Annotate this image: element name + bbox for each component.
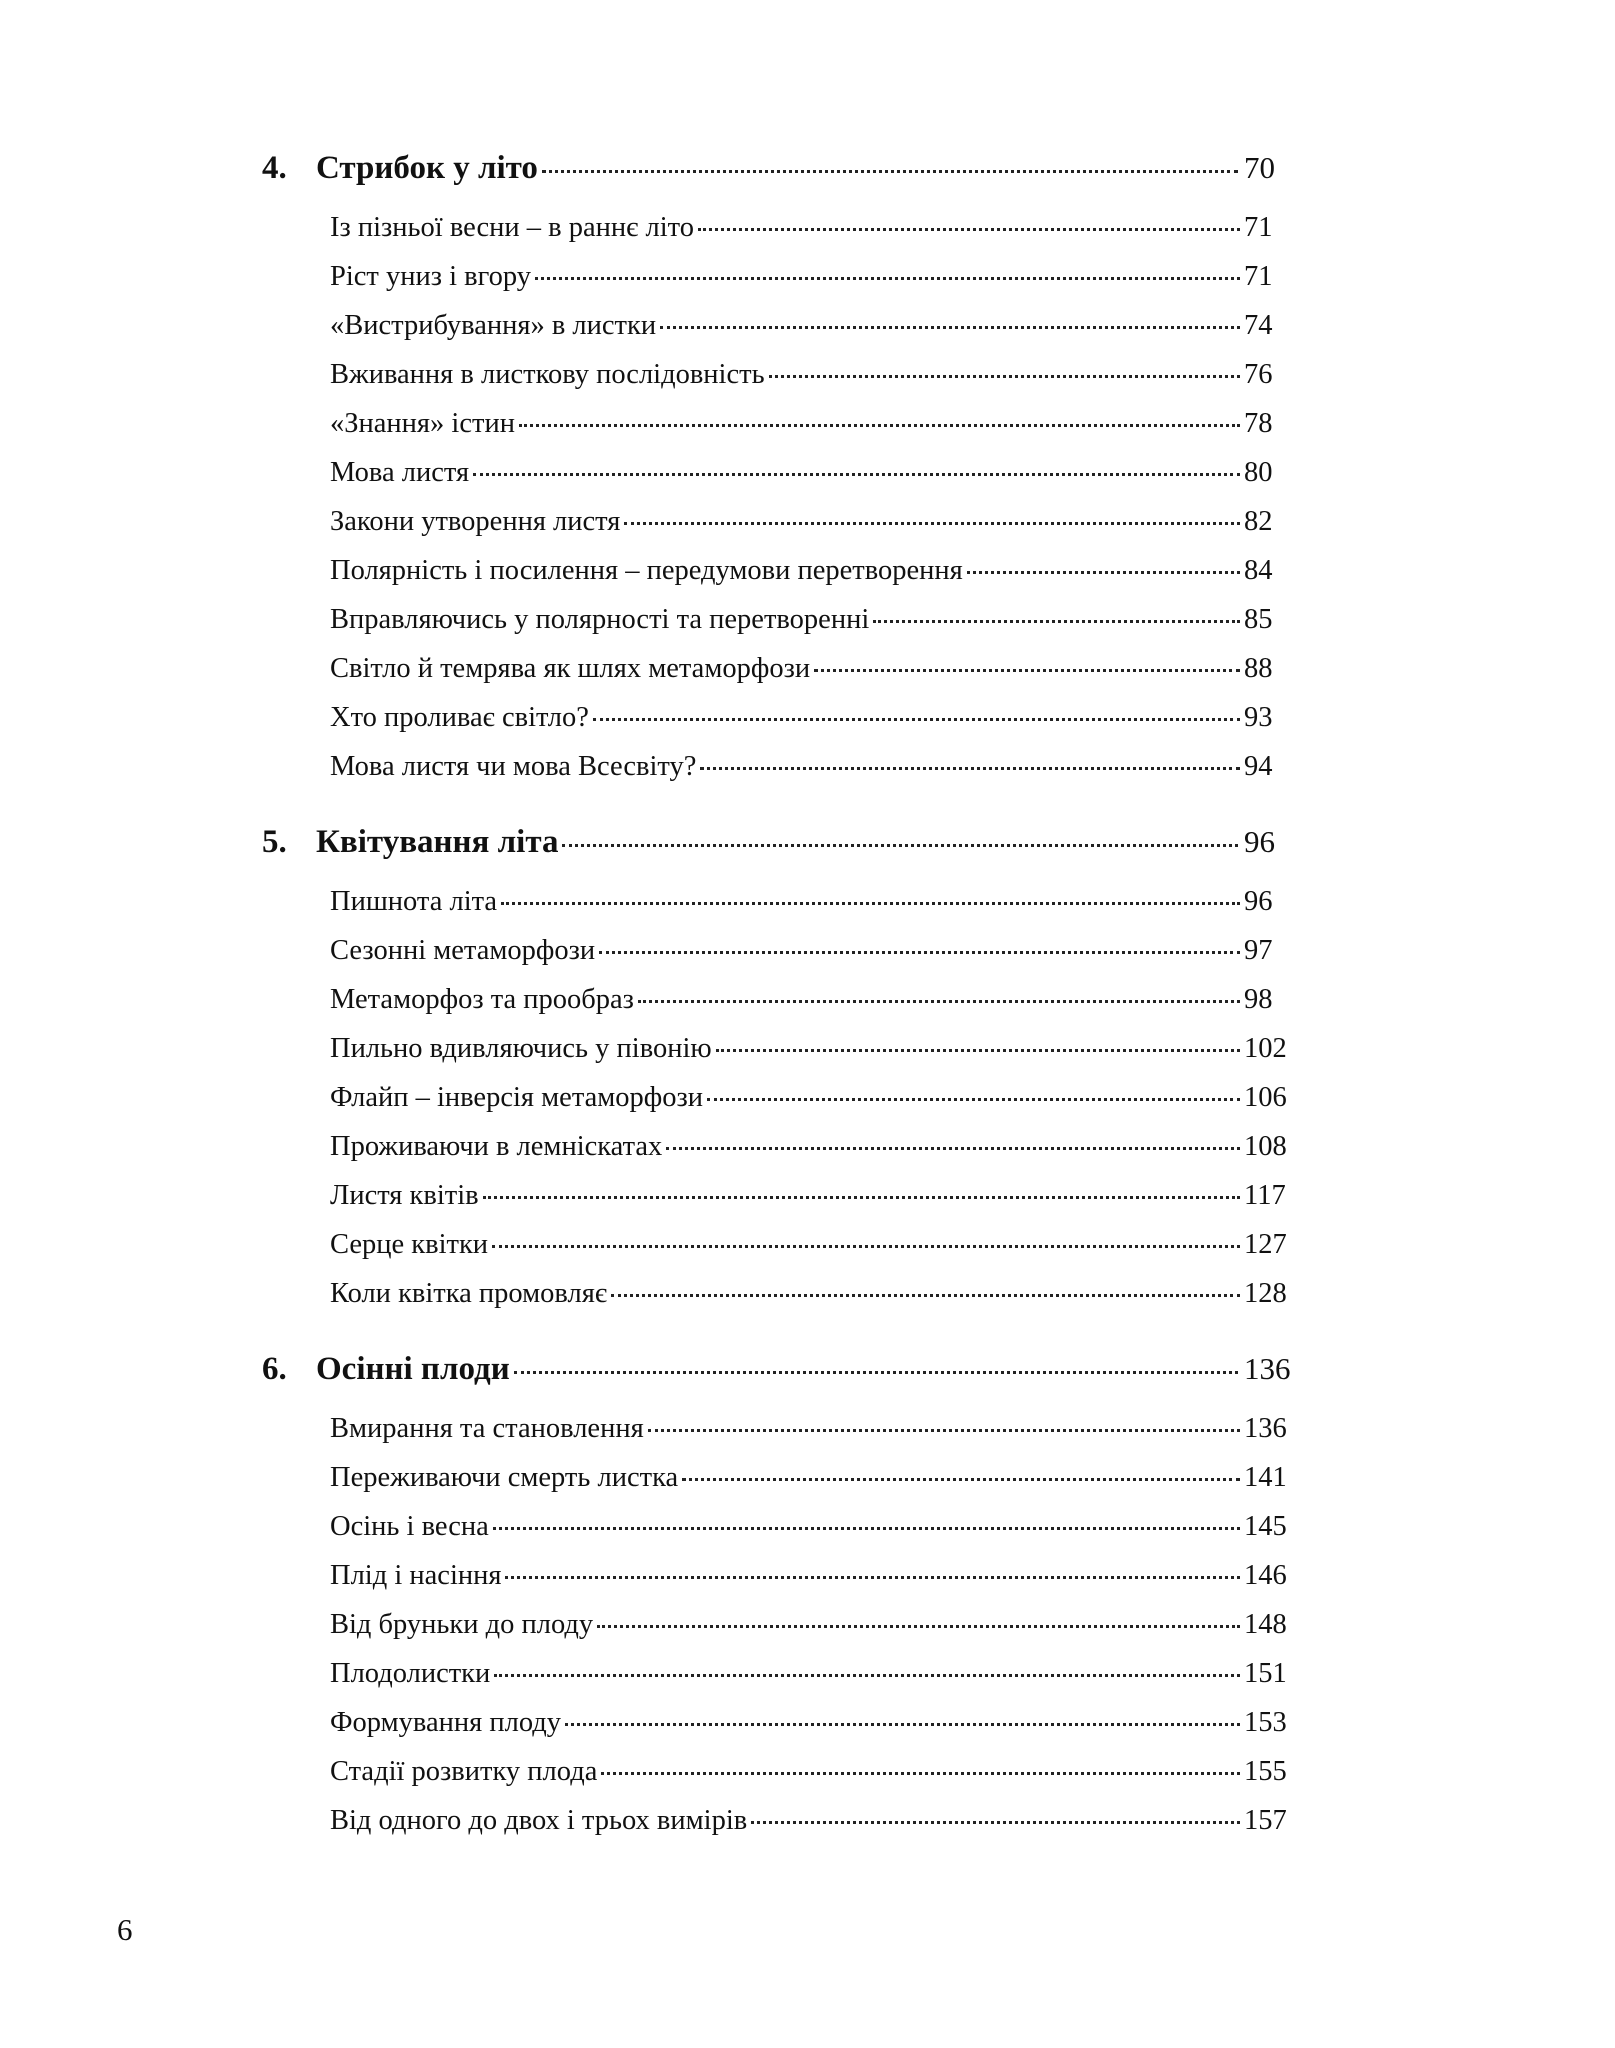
chapter-number: 5. [262,824,287,860]
entry-title: Сезонні метаморфози [330,935,596,966]
entry-title: Проживаючи в лемніскатах [330,1131,663,1162]
dot-leader [514,1371,1238,1374]
dot-leader [501,902,1240,905]
toc-entry[interactable] [330,1413,1302,1462]
toc-entry[interactable] [330,359,1302,408]
dot-leader [473,473,1240,476]
toc-entry[interactable] [330,1033,1302,1082]
dot-leader [597,1625,1240,1628]
entry-title: Світло й темрява як шлях метаморфози [330,653,811,684]
entry-page-number: 127 [1244,1229,1287,1260]
entry-title: Ріст униз і вгору [330,261,531,292]
dot-leader [565,1723,1240,1726]
dot-leader [648,1429,1240,1432]
entry-page-number: 155 [1244,1756,1287,1787]
entry-page-number: 108 [1244,1131,1287,1162]
dot-leader [624,522,1240,525]
entry-title: Вправляючись у полярності та перетворенні [330,604,870,635]
entry-page-number: 157 [1244,1805,1287,1836]
entry-page-number: 146 [1244,1560,1287,1591]
dot-leader [535,277,1240,280]
toc-entry[interactable] [330,1609,1302,1658]
toc-entry[interactable] [330,1511,1302,1560]
entry-title: Із пізньої весни – в раннє літо [330,212,694,243]
entry-page-number: 153 [1244,1707,1287,1738]
entry-page-number: 102 [1244,1033,1287,1064]
entry-page-number: 94 [1244,751,1273,782]
toc-entry[interactable] [330,212,1302,261]
toc-entry[interactable] [330,261,1302,310]
entry-title: Полярність і посилення – передумови перетворення [330,555,963,586]
dot-leader [611,1294,1240,1297]
dot-leader [505,1576,1240,1579]
toc-entry[interactable] [330,1462,1302,1511]
entry-title: Серце квітки [330,1229,489,1260]
entry-page-number: 84 [1244,555,1273,586]
entry-page-number: 148 [1244,1609,1287,1640]
toc-entry[interactable] [330,1082,1302,1131]
toc-entry[interactable] [330,1707,1302,1756]
chapter-page-number: 70 [1244,150,1275,185]
entry-title: Мова листя [330,457,470,488]
entry-title: Від одного до двох і трьох вимірів [330,1805,748,1836]
entry-page-number: 151 [1244,1658,1287,1689]
dot-leader [599,951,1240,954]
dot-leader [562,844,1238,847]
entry-title: Вживання в листкову послідовність [330,359,765,390]
dot-leader [492,1245,1240,1248]
entry-title: «Вистрибування» в листки [330,310,657,341]
chapter-page-number: 96 [1244,824,1275,859]
dot-leader [967,571,1240,574]
entry-title: Плід і насіння [330,1560,502,1591]
entry-page-number: 80 [1244,457,1273,488]
entry-title: Формування плоду [330,1707,561,1738]
toc-entry[interactable] [330,310,1302,359]
dot-leader [494,1674,1240,1677]
entry-title: Метаморфоз та прообраз [330,984,634,1015]
entry-page-number: 88 [1244,653,1273,684]
entry-page-number: 106 [1244,1082,1287,1113]
entry-page-number: 85 [1244,604,1273,635]
dot-leader [542,170,1238,173]
entry-page-number: 117 [1244,1180,1286,1211]
dot-leader [660,326,1240,329]
dot-leader [493,1527,1240,1530]
dot-leader [814,669,1240,672]
dot-leader [873,620,1240,623]
toc-entry[interactable] [330,1229,1302,1278]
chapter-number: 4. [262,150,287,186]
entry-title: Плодолистки [330,1658,491,1689]
dot-leader [593,718,1240,721]
dot-leader [519,424,1240,427]
toc-entry[interactable] [330,751,1302,800]
table-of-contents [262,150,1302,1878]
chapter-title: Осінні плоди [316,1351,510,1387]
entry-page-number: 98 [1244,984,1273,1015]
page-number: 6 [117,1912,133,1947]
entry-title: Листя квітів [330,1180,479,1211]
entry-title: Мова листя чи мова Всесвіту? [330,751,697,782]
entry-page-number: 71 [1244,261,1273,292]
dot-leader [682,1478,1240,1481]
chapter-heading[interactable] [262,1351,1302,1403]
toc-entry[interactable] [330,1278,1302,1327]
toc-entry[interactable] [330,653,1302,702]
dot-leader [700,767,1240,770]
toc-entry[interactable] [330,984,1302,1033]
dot-leader [638,1000,1240,1003]
entry-title: Пильно вдивляючись у півонію [330,1033,712,1064]
chapter-number: 6. [262,1351,287,1387]
chapter-title: Квітування літа [316,824,559,860]
entry-title: Флайп – інверсія метаморфози [330,1082,704,1113]
entry-page-number: 71 [1244,212,1273,243]
chapter-heading[interactable] [262,150,1302,202]
toc-entry[interactable] [330,506,1302,555]
dot-leader [698,228,1240,231]
toc-entry[interactable] [330,1756,1302,1805]
toc-entry[interactable] [330,457,1302,506]
entry-page-number: 145 [1244,1511,1287,1542]
toc-entry[interactable] [330,1658,1302,1707]
entry-page-number: 141 [1244,1462,1287,1493]
toc-entry[interactable] [330,886,1302,935]
entry-title: Хто проливає світло? [330,702,589,733]
chapter-title: Стрибок у літо [316,150,538,186]
dot-leader [716,1049,1240,1052]
entry-title: Осінь і весна [330,1511,489,1542]
entry-page-number: 128 [1244,1278,1287,1309]
chapter-page-number: 136 [1244,1351,1291,1386]
toc-section [262,824,1302,1327]
toc-entry[interactable] [330,408,1302,457]
toc-section [262,150,1302,800]
entry-page-number: 82 [1244,506,1273,537]
dot-leader [707,1098,1240,1101]
entry-page-number: 136 [1244,1413,1287,1444]
toc-entry[interactable] [330,1560,1302,1609]
entry-page-number: 76 [1244,359,1273,390]
entry-page-number: 96 [1244,886,1273,917]
toc-entry[interactable] [330,555,1302,604]
entry-title: Від бруньки до плоду [330,1609,594,1640]
entry-title: Переживаючи смерть листка [330,1462,679,1493]
toc-entry[interactable] [330,1805,1302,1854]
entry-page-number: 93 [1244,702,1273,733]
entry-title: Коли квітка промовляє [330,1278,608,1309]
entry-title: «Знання» істин [330,408,515,439]
toc-section [262,1351,1302,1854]
entry-title: Стадії розвитку плода [330,1756,598,1787]
chapter-heading[interactable] [262,824,1302,876]
toc-entry[interactable] [330,1180,1302,1229]
toc-entry[interactable] [330,935,1302,984]
entry-page-number: 74 [1244,310,1273,341]
dot-leader [666,1147,1240,1150]
dot-leader [601,1772,1240,1775]
toc-entry[interactable] [330,1131,1302,1180]
toc-entry[interactable] [330,604,1302,653]
dot-leader [483,1196,1240,1199]
dot-leader [751,1821,1240,1824]
entry-title: Вмирання та становлення [330,1413,644,1444]
dot-leader [769,375,1240,378]
toc-entry[interactable] [330,702,1302,751]
entry-title: Пишнота літа [330,886,498,917]
entry-title: Закони утворення листя [330,506,621,537]
entry-page-number: 78 [1244,408,1273,439]
entry-page-number: 97 [1244,935,1273,966]
